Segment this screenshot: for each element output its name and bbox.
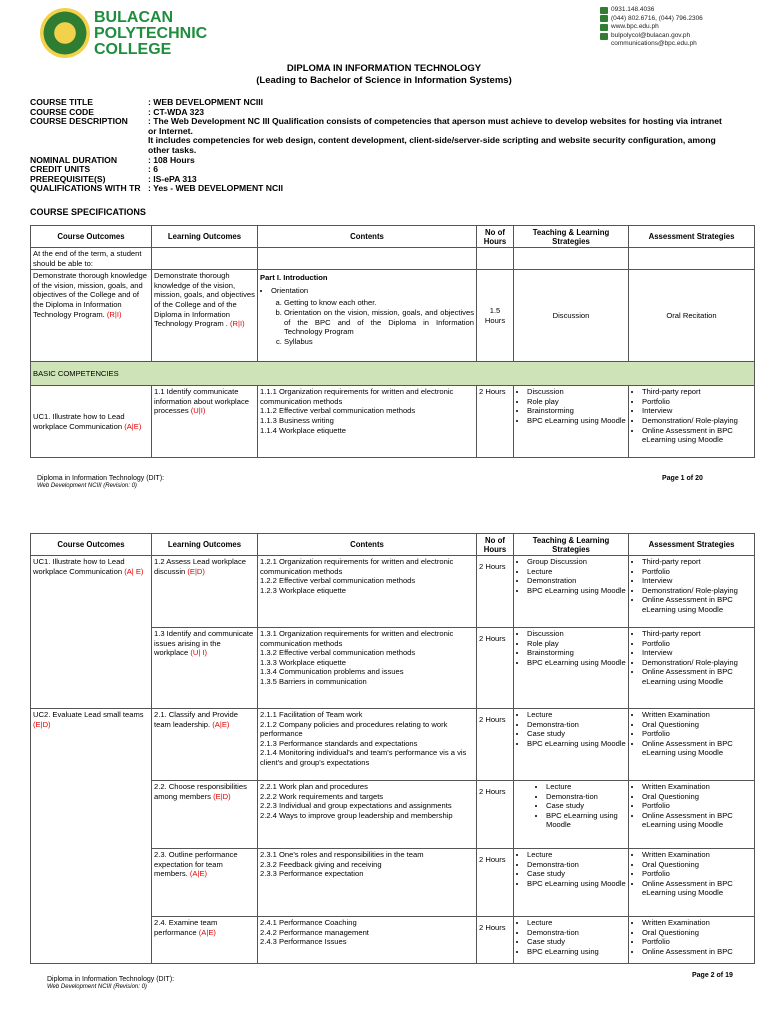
- col-header: No of Hours: [477, 534, 514, 556]
- content-item: 2.1.3 Performance standards and expectations: [260, 738, 418, 748]
- content-item: 1.3.2 Effective verbal communication methods: [260, 648, 416, 658]
- content-item: 2.4.2 Performance management: [260, 927, 369, 937]
- teaching-strategy: • BPC eLearning using: [527, 947, 626, 957]
- outcome-tag: (A| E): [124, 566, 144, 576]
- teaching-strategy: • Role play: [527, 397, 626, 407]
- assessment-strategy: • Third-party report: [642, 557, 752, 567]
- content-item: 1.2.2 Effective verbal communication methods: [260, 576, 416, 586]
- contact-block: [600, 6, 703, 49]
- intro-cell: At the end of the term, a student should be able to:: [31, 248, 152, 270]
- assessment-strategy: • Interview: [642, 648, 752, 658]
- col-header: Assessment Strategies: [629, 534, 755, 556]
- assessment-strategies-cell: [629, 709, 755, 781]
- info-key: COURSE DESCRIPTION: [30, 116, 128, 127]
- college-name-line: COLLEGE: [94, 41, 172, 58]
- content-item: 2.4.1 Performance Coaching: [260, 918, 357, 927]
- teaching-strategy: • Brainstorming: [527, 406, 626, 416]
- empty-cell: [152, 248, 258, 270]
- contents-cell: [258, 781, 477, 849]
- contents-cell: [258, 556, 477, 628]
- basic-competencies-banner: BASIC COMPETENCIES: [31, 362, 755, 386]
- info-value: It includes competencies for web design, content development, client-side/server-side scripting and website security configuration, among other tasks.: [148, 135, 716, 155]
- content-item: 1.1.3 Business writing: [260, 415, 334, 425]
- course-outcome-cell: [31, 709, 152, 964]
- college-seal-logo: [40, 8, 90, 58]
- learning-outcome: Demonstrate thorough knowledge of the vision, mission, goals, and objectives of the College and of the Diploma in Information Technology Program .: [154, 271, 255, 329]
- contact-email[interactable]: bulpolycol@bulacan.gov.ph: [611, 31, 691, 39]
- teaching-strategies-cell: [514, 849, 629, 917]
- assessment-strategy: • Online Assessment in BPC eLearning using Moodle: [642, 739, 752, 758]
- assessment-strategy: • Third-party report: [642, 629, 752, 639]
- teaching-strategy: • Role play: [527, 639, 626, 649]
- contact-website[interactable]: www.bpc.edu.ph: [611, 23, 659, 31]
- info-key: COURSE CODE: [30, 106, 94, 117]
- footer-revision: Web Development NCIII (Revision: 0): [37, 483, 137, 489]
- content-bullet: • Orientation: [271, 286, 474, 296]
- section-heading: COURSE SPECIFICATIONS: [30, 207, 146, 217]
- course-info: [30, 98, 728, 194]
- content-item: a. Getting to know each other.: [284, 298, 474, 308]
- footer-line: Diploma in Information Technology (DIT):: [47, 976, 175, 983]
- learning-outcome: 2.4. Examine team performance: [154, 918, 218, 937]
- col-header: Contents: [258, 226, 477, 248]
- content-item: 1.2.3 Workplace etiquette: [260, 585, 346, 595]
- assessment-strategy: • Online Assessment in BPC eLearning using Moodle: [642, 595, 752, 614]
- teaching-strategies-cell: [514, 709, 629, 781]
- empty-cell: [514, 248, 629, 270]
- assessment-strategy: • Third-party report: [642, 387, 752, 397]
- assessment-strategy: • Online Assessment in BPC eLearning using Moodle: [642, 667, 752, 686]
- empty-cell: [258, 248, 477, 270]
- learning-outcome-cell: [152, 628, 258, 709]
- course-outcome: UC1. Illustrate how to Lead workplace Communication: [33, 557, 125, 576]
- assessment-strategy: Oral Recitation: [629, 270, 755, 362]
- col-header: Learning Outcomes: [152, 534, 258, 556]
- teaching-strategy: • BPC eLearning using Moodle: [546, 811, 626, 830]
- assessment-strategy: • Written Examination: [642, 710, 752, 720]
- course-outcome: UC1. Illustrate how to Lead workplace Communication: [33, 412, 125, 431]
- info-value: : The Web Development NC III Qualification consists of competencies that aperson must achieve to develop websites for hosting via intranet or Internet.: [148, 116, 722, 136]
- teaching-strategy: • Demonstra-tion: [527, 720, 626, 730]
- learning-outcome: 2.1. Classify and Provide team leadership.: [154, 710, 238, 729]
- assessment-strategies-cell: [629, 556, 755, 628]
- learning-outcome: 2.3. Outline performance expectation for team members.: [154, 850, 238, 879]
- teaching-strategy: • BPC eLearning using Moodle: [527, 658, 626, 668]
- teaching-strategy: • Case study: [527, 937, 626, 947]
- content-item: 2.2.1 Work plan and procedures: [260, 782, 368, 791]
- info-value: : WEB DEVELOPMENT NCIII: [148, 97, 264, 107]
- teaching-strategy: • Lecture: [527, 850, 626, 860]
- teaching-strategy: • Case study: [527, 869, 626, 879]
- outcome-tag: (R|I): [106, 309, 122, 319]
- web-icon: [600, 24, 608, 31]
- assessment-strategies-cell: [629, 386, 755, 458]
- content-item: 1.3.3 Workplace etiquette: [260, 657, 346, 667]
- title-line1: DIPLOMA IN INFORMATION TECHNOLOGY: [286, 63, 482, 74]
- assessment-strategy: • Portfolio: [642, 729, 752, 739]
- teaching-strategy: • Group Discussion: [527, 557, 626, 567]
- info-key: PREREQUISITE(S): [30, 173, 106, 184]
- info-key: NOMINAL DURATION: [30, 154, 118, 165]
- content-item: 1.2.1 Organization requirements for written and electronic communication methods: [260, 557, 454, 576]
- outcome-tag: (U|I): [190, 406, 206, 416]
- assessment-strategy: • Demonstration/ Role-playing: [642, 416, 752, 426]
- learning-outcome: 1.1 Identify communicate information about workplace processes: [154, 387, 249, 416]
- part-title: Part I. Introduction: [260, 273, 328, 283]
- outcome-tag: (E|D): [33, 719, 51, 729]
- teaching-strategies-cell: [514, 556, 629, 628]
- hours-cell: 1.5 Hours: [477, 270, 514, 362]
- telephone-icon: [600, 15, 608, 22]
- hours-cell: 2 Hours: [477, 709, 514, 781]
- content-item: 2.3.1 One's roles and responsibilities in the team: [260, 850, 424, 859]
- info-value: : Yes - WEB DEVELOPMENT NCII: [148, 183, 283, 194]
- assessment-strategy: • Written Examination: [642, 918, 752, 928]
- assessment-strategy: • Portfolio: [642, 397, 752, 407]
- info-key: QUALIFICATIONS WITH TR: [30, 183, 141, 194]
- teaching-strategies-cell: [514, 781, 629, 849]
- learning-outcome: 1.3 Identify and communicate issues arising in the workplace: [154, 629, 254, 658]
- assessment-strategy: • Demonstration/ Role-playing: [642, 586, 752, 596]
- content-item: 2.3.2 Feedback giving and receiving: [260, 859, 382, 869]
- assessment-strategy: • Portfolio: [642, 801, 752, 811]
- col-header: Contents: [258, 534, 477, 556]
- teaching-strategy: • Case study: [546, 801, 626, 811]
- empty-cell: [477, 248, 514, 270]
- page-number: Page 1 of 20: [662, 475, 703, 482]
- learning-outcome-cell: [152, 270, 258, 362]
- col-header: Assessment Strategies: [629, 226, 755, 248]
- hours-cell: 2 Hours: [477, 628, 514, 709]
- contact-telephone: (044) 802.6716, (044) 796.2306: [611, 14, 703, 22]
- assessment-strategy: • Online Assessment in BPC eLearning using Moodle: [642, 811, 752, 830]
- course-outcome: Demonstrate thorough knowledge of the vision, mission, goals, and objectives of the College and of the Diploma in Information Technology Program.: [33, 271, 147, 319]
- info-key: [30, 136, 148, 155]
- assessment-strategy: • Written Examination: [642, 782, 752, 792]
- teaching-strategy: • BPC eLearning using Moodle: [527, 879, 626, 889]
- outcome-tag: (A|E): [189, 869, 208, 879]
- assessment-strategy: • Oral Questioning: [642, 792, 752, 802]
- teaching-strategy: • Discussion: [527, 387, 626, 397]
- document-title: [0, 63, 768, 87]
- footer-p2: [47, 976, 174, 990]
- assessment-strategies-cell: [629, 628, 755, 709]
- contents-cell: [258, 628, 477, 709]
- contents-cell: [258, 849, 477, 917]
- teaching-strategy: • Lecture: [527, 567, 626, 577]
- teaching-strategy: • Demonstra-tion: [546, 792, 626, 802]
- content-item: 2.1.2 Company policies and procedures relating to work performance: [260, 719, 448, 739]
- course-outcome-cell: [31, 270, 152, 362]
- content-item: 1.1.4 Workplace etiquette: [260, 425, 346, 435]
- learning-outcome-cell: [152, 917, 258, 964]
- teaching-strategy: • Lecture: [546, 782, 626, 792]
- info-value: : 108 Hours: [148, 154, 195, 165]
- outcome-tag: (R|I): [230, 319, 245, 329]
- footer-p1: [37, 475, 164, 489]
- content-item: 1.1.1 Organization requirements for written and electronic communication methods: [260, 387, 454, 406]
- teaching-strategy: • Demonstra-tion: [527, 860, 626, 870]
- outcome-tag: (A|E): [124, 421, 142, 431]
- learning-outcome-cell: [152, 556, 258, 628]
- learning-outcome-cell: [152, 849, 258, 917]
- contents-cell: [258, 917, 477, 964]
- title-line2: (Leading to Bachelor of Science in Information Systems): [256, 75, 512, 86]
- contact-phone: 0931.148.4036: [611, 6, 655, 13]
- teaching-strategy: • BPC eLearning using Moodle: [527, 416, 626, 426]
- empty-cell: [629, 248, 755, 270]
- assessment-strategy: • Portfolio: [642, 567, 752, 577]
- teaching-strategies-cell: [514, 917, 629, 964]
- learning-outcome-cell: [152, 781, 258, 849]
- course-outcome: UC2. Evaluate Lead small teams: [33, 710, 144, 719]
- assessment-strategy: • Oral Questioning: [642, 860, 752, 870]
- content-item: 1.3.5 Barriers in communication: [260, 676, 367, 686]
- col-header: Learning Outcomes: [152, 226, 258, 248]
- teaching-strategies-cell: [514, 386, 629, 458]
- teaching-strategy: • BPC eLearning using Moodle: [527, 586, 626, 596]
- teaching-strategy: • Brainstorming: [527, 648, 626, 658]
- teaching-strategy: • Lecture: [527, 918, 626, 928]
- outcome-tag: (E|D): [187, 566, 205, 576]
- hours-cell: 2 Hours: [477, 556, 514, 628]
- teaching-strategy: • Demonstra-tion: [527, 928, 626, 938]
- assessment-strategy: • Online Assessment in BPC: [642, 947, 752, 957]
- assessment-strategy: • Portfolio: [642, 937, 752, 947]
- content-item: 2.4.3 Performance Issues: [260, 937, 347, 947]
- phone-icon: [600, 7, 608, 14]
- contents-cell: [258, 270, 477, 362]
- content-item: 1.3.1 Organization requirements for written and electronic communication methods: [260, 629, 454, 648]
- col-header: Course Outcomes: [31, 226, 152, 248]
- contents-cell: [258, 386, 477, 458]
- col-header: Course Outcomes: [31, 534, 152, 556]
- teaching-strategy: • Discussion: [527, 629, 626, 639]
- content-item: 2.1.4 Monitoring individual's and team's performance vis a vis client's and group's expectations: [260, 748, 467, 767]
- teaching-strategy: • BPC eLearning using Moodle: [527, 739, 626, 749]
- info-key: CREDIT UNITS: [30, 164, 91, 175]
- assessment-strategy: • Interview: [642, 406, 752, 416]
- assessment-strategy: • Written Examination: [642, 850, 752, 860]
- learning-outcome-cell: [152, 386, 258, 458]
- learning-outcome: 2.2. Choose responsibilities among members: [154, 782, 247, 801]
- outcome-tag: (A|E): [198, 927, 216, 937]
- course-spec-table-p1: [30, 225, 755, 458]
- content-item: 1.3.4 Communication problems and issues: [260, 667, 404, 677]
- college-name-line: POLYTECHNIC: [94, 25, 208, 42]
- content-item: c. Syllabus: [284, 337, 474, 347]
- content-item: b. Orientation on the vision, mission, goals, and objectives of the BPC and of the Diploma in Information Technology Program: [284, 308, 474, 337]
- col-header: No of Hours: [477, 226, 514, 248]
- assessment-strategy: • Portfolio: [642, 639, 752, 649]
- assessment-strategy: • Oral Questioning: [642, 928, 752, 938]
- col-header: Teaching & Learning Strategies: [514, 226, 629, 248]
- contents-cell: [258, 709, 477, 781]
- hours-cell: 2 Hours: [477, 917, 514, 964]
- assessment-strategies-cell: [629, 781, 755, 849]
- contact-email-2[interactable]: communications@bpc.edu.ph: [611, 40, 697, 48]
- assessment-strategy: • Demonstration/ Role-playing: [642, 658, 752, 668]
- learning-outcome-cell: [152, 709, 258, 781]
- info-value: : 6: [148, 164, 159, 175]
- course-outcome-cell: [31, 386, 152, 458]
- hours-cell: 2 Hours: [477, 849, 514, 917]
- content-item: 2.2.4 Ways to improve group leadership and membership: [260, 810, 453, 820]
- hours-cell: 2 Hours: [477, 386, 514, 458]
- assessment-strategy: • Online Assessment in BPC eLearning using Moodle: [642, 879, 752, 898]
- content-item: 2.2.3 Individual and group expectations and assignments: [260, 801, 452, 811]
- course-outcome-cell: [31, 556, 152, 709]
- assessment-strategies-cell: [629, 917, 755, 964]
- college-name-line: BULACAN: [94, 9, 174, 26]
- info-value: : CT-WDA 323: [148, 106, 205, 117]
- assessment-strategy: • Interview: [642, 576, 752, 586]
- footer-revision: Web Development NCIII (Revision: 0): [47, 984, 147, 990]
- assessment-strategy: • Online Assessment in BPC eLearning using Moodle: [642, 426, 752, 445]
- content-item: 2.2.2 Work requirements and targets: [260, 791, 384, 801]
- content-item: 1.1.2 Effective verbal communication methods: [260, 406, 416, 416]
- outcome-tag: (U| I): [190, 648, 208, 658]
- content-item: 2.3.3 Performance expectation: [260, 869, 364, 879]
- college-name: [94, 10, 207, 58]
- col-header: Teaching & Learning Strategies: [514, 534, 629, 556]
- course-spec-table-p2: [30, 533, 755, 964]
- teaching-strategy: Discussion: [514, 270, 629, 362]
- footer-line: Diploma in Information Technology (DIT):: [37, 475, 165, 482]
- outcome-tag: (E|D): [213, 791, 231, 801]
- info-key: COURSE TITLE: [30, 97, 94, 107]
- teaching-strategies-cell: [514, 628, 629, 709]
- learning-outcome: 1.2 Assess Lead workplace discussin: [154, 557, 247, 576]
- page-number: Page 2 of 19: [692, 972, 733, 979]
- assessment-strategy: • Portfolio: [642, 869, 752, 879]
- outcome-tag: (A|E): [212, 719, 230, 729]
- content-item: 2.1.1 Facilitation of Team work: [260, 710, 363, 719]
- hours-cell: 2 Hours: [477, 781, 514, 849]
- info-value: : IS-ePA 313: [148, 173, 197, 184]
- email-icon: [600, 33, 608, 40]
- teaching-strategy: • Lecture: [527, 710, 626, 720]
- teaching-strategy: • Case study: [527, 729, 626, 739]
- assessment-strategy: • Oral Questioning: [642, 720, 752, 730]
- assessment-strategies-cell: [629, 849, 755, 917]
- teaching-strategy: • Demonstration: [527, 576, 626, 586]
